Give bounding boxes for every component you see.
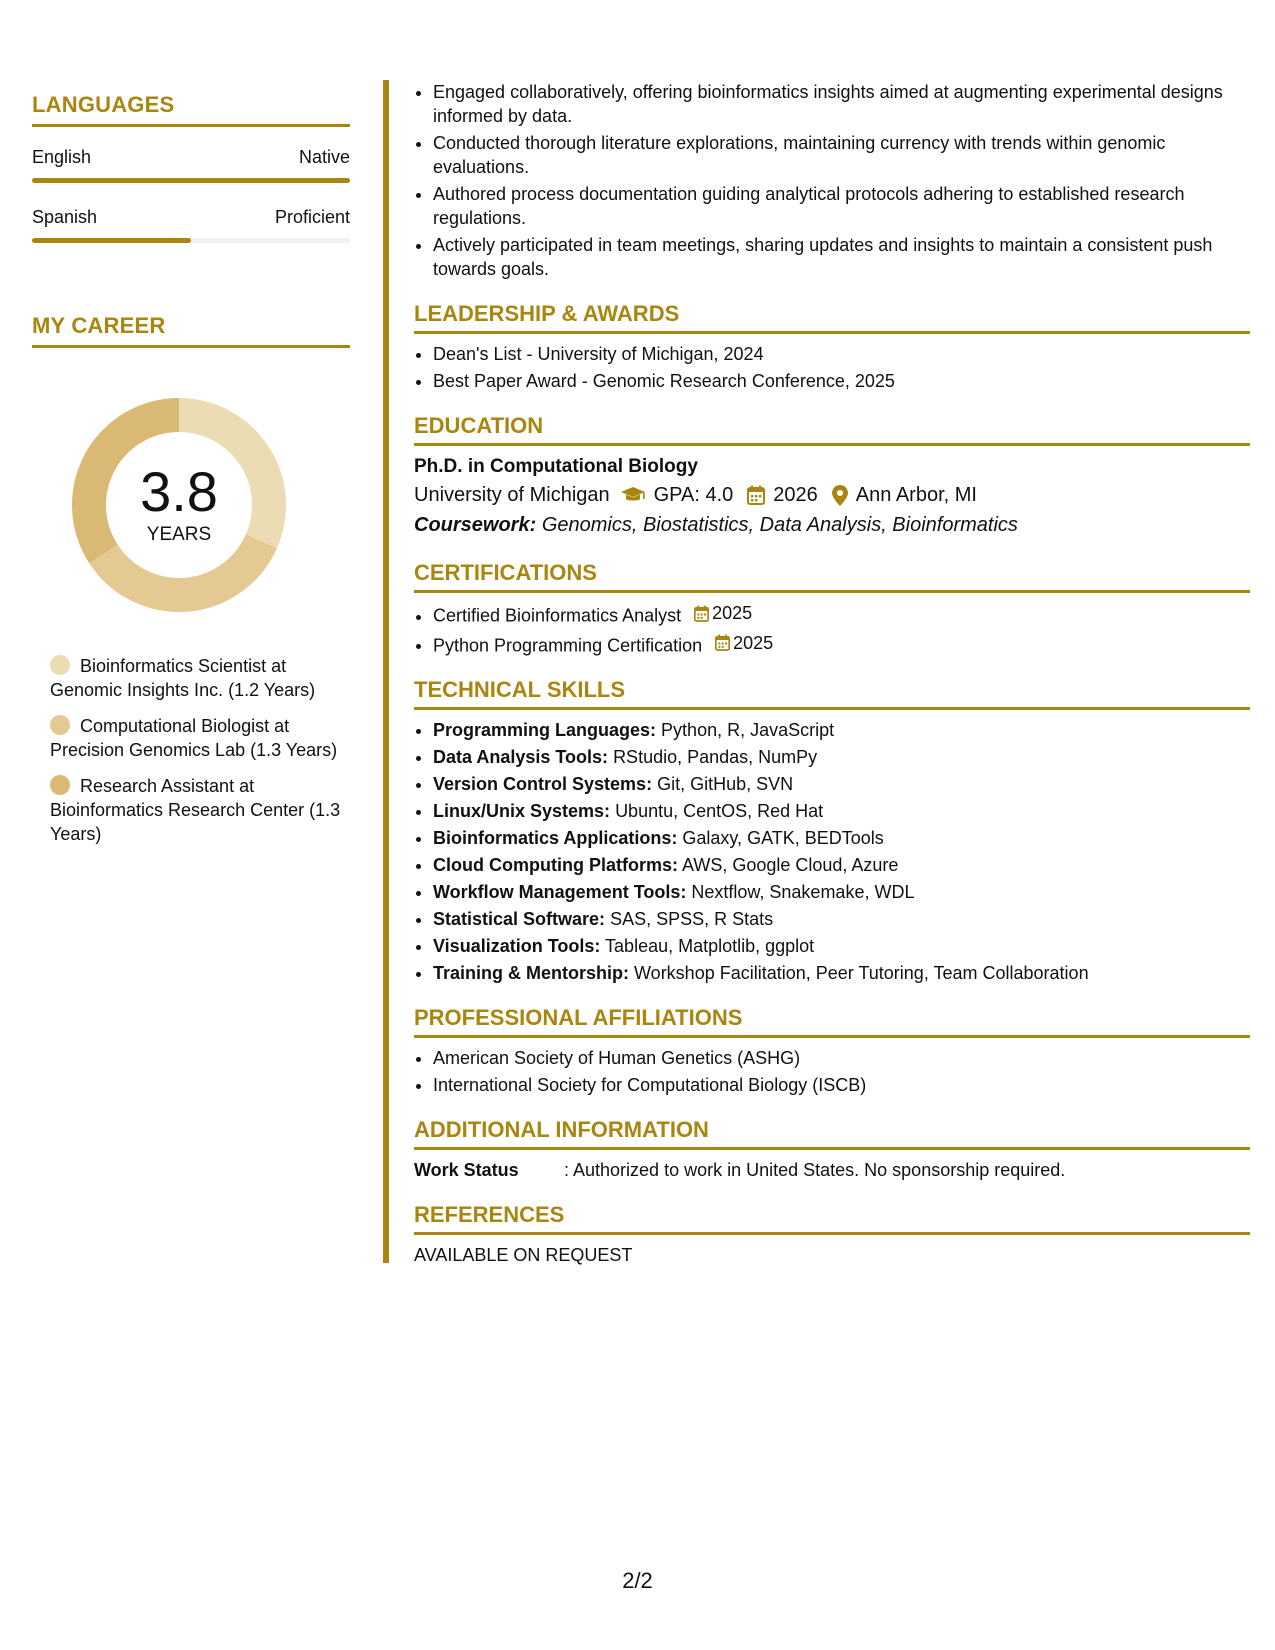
language-proficiency-fill bbox=[32, 238, 191, 243]
legend-dot-icon bbox=[50, 715, 70, 735]
skill-label: Data Analysis Tools: bbox=[433, 747, 609, 767]
map-pin-icon bbox=[832, 485, 848, 506]
work-status-value: : Authorized to work in United States. No sponsorship required. bbox=[564, 1160, 1066, 1180]
skill-value: Nextflow, Snakemake, WDL bbox=[691, 882, 915, 902]
skill-label: Linux/Unix Systems: bbox=[433, 801, 611, 821]
career-legend bbox=[32, 654, 350, 846]
career-legend-label: Bioinformatics Scientist at Genomic Insights Inc. (1.2 Years) bbox=[50, 656, 316, 700]
column-divider bbox=[383, 80, 389, 1263]
list-item: • American Society of Human Genetics (ASHG) bbox=[433, 1046, 1250, 1070]
skills-list bbox=[414, 718, 1250, 985]
legend-dot-icon bbox=[50, 775, 70, 795]
certifications-list bbox=[414, 601, 1250, 657]
affiliations-list bbox=[414, 1046, 1250, 1097]
skill-label: Training & Mentorship: bbox=[433, 963, 629, 983]
list-item bbox=[433, 880, 1250, 904]
coursework-label: Coursework: bbox=[414, 514, 537, 536]
education-title: EDUCATION bbox=[414, 413, 1250, 446]
certification-year: 2025 bbox=[733, 632, 774, 653]
career-total-value: 3.8 bbox=[140, 460, 218, 523]
list-item: • International Society for Computational Biology (ISCB) bbox=[433, 1073, 1250, 1097]
list-item: • Authored process documentation guiding analytical protocols adhering to established research regulations. bbox=[433, 182, 1250, 230]
skill-label: Version Control Systems: bbox=[433, 774, 653, 794]
skill-label: Bioinformatics Applications: bbox=[433, 828, 678, 848]
work-status-row bbox=[414, 1158, 1250, 1182]
career-legend-label: Computational Biologist at Precision Genomics Lab (1.3 Years) bbox=[50, 716, 338, 760]
skill-label: Visualization Tools: bbox=[433, 936, 601, 956]
list-item: • Conducted thorough literature explorations, maintaining currency with trends within genomic evaluations. bbox=[433, 131, 1250, 179]
list-item: • Best Paper Award - Genomic Research Conference, 2025 bbox=[433, 369, 1250, 393]
skills-title: TECHNICAL SKILLS bbox=[414, 677, 1250, 710]
calendar-icon bbox=[747, 485, 765, 505]
references-text: AVAILABLE ON REQUEST bbox=[414, 1245, 633, 1265]
list-item bbox=[433, 826, 1250, 850]
education-degree: Ph.D. in Computational Biology bbox=[414, 456, 698, 477]
left-column bbox=[32, 92, 350, 858]
skill-value: RStudio, Pandas, NumPy bbox=[613, 747, 818, 767]
education-coursework bbox=[414, 510, 1250, 540]
language-level: Native bbox=[298, 147, 350, 167]
list-item bbox=[433, 853, 1250, 877]
list-item bbox=[433, 745, 1250, 769]
page-number: 2/2 bbox=[622, 1568, 653, 1593]
skill-value: Git, GitHub, SVN bbox=[657, 774, 794, 794]
coursework-value: Genomics, Biostatistics, Data Analysis, Bioinformatics bbox=[541, 514, 1018, 536]
affiliations-title: PROFESSIONAL AFFILIATIONS bbox=[414, 1005, 1250, 1038]
legend-dot-icon bbox=[50, 655, 70, 675]
skill-value: Ubuntu, CentOS, Red Hat bbox=[615, 801, 824, 821]
languages-title: LANGUAGES bbox=[32, 92, 350, 127]
list-item: • Engaged collaboratively, offering bioinformatics insights aimed at augmenting experimental designs informed by data. bbox=[433, 80, 1250, 128]
language-proficiency-fill bbox=[32, 178, 350, 183]
leadership-list bbox=[414, 342, 1250, 393]
skill-label: Statistical Software: bbox=[433, 909, 606, 929]
donut-center bbox=[64, 390, 294, 620]
career-donut-chart bbox=[64, 390, 294, 620]
experience-bullets bbox=[414, 80, 1250, 281]
career-title: MY CAREER bbox=[32, 313, 350, 348]
career-legend-item bbox=[50, 654, 350, 702]
list-item bbox=[433, 718, 1250, 742]
skill-value: Galaxy, GATK, BEDTools bbox=[682, 828, 884, 848]
certification-name: Certified Bioinformatics Analyst bbox=[433, 605, 682, 626]
right-column bbox=[414, 80, 1250, 1267]
language-english bbox=[32, 147, 350, 183]
skill-value: Python, R, JavaScript bbox=[661, 720, 835, 740]
skill-label: Cloud Computing Platforms: bbox=[433, 855, 678, 875]
language-name: Spanish bbox=[32, 207, 98, 227]
career-legend-label: Research Assistant at Bioinformatics Research Center (1.3 Years) bbox=[50, 776, 341, 844]
list-item bbox=[433, 601, 1250, 628]
education-gpa: GPA: 4.0 bbox=[653, 484, 734, 506]
language-proficiency-bar bbox=[32, 178, 350, 183]
skill-label: Workflow Management Tools: bbox=[433, 882, 687, 902]
graduation-cap-icon bbox=[620, 486, 646, 504]
language-level: Proficient bbox=[274, 207, 350, 227]
skill-value: Tableau, Matplotlib, ggplot bbox=[605, 936, 815, 956]
skill-value: SAS, SPSS, R Stats bbox=[610, 909, 774, 929]
list-item bbox=[433, 961, 1250, 985]
calendar-icon bbox=[694, 605, 709, 622]
education-details bbox=[414, 480, 1250, 510]
skill-label: Programming Languages: bbox=[433, 720, 657, 740]
career-total-unit: YEARS bbox=[146, 524, 212, 545]
additional-title: ADDITIONAL INFORMATION bbox=[414, 1117, 1250, 1150]
certification-year: 2025 bbox=[712, 603, 753, 623]
language-name: English bbox=[32, 147, 92, 167]
certification-name: Python Programming Certification bbox=[433, 635, 703, 655]
list-item bbox=[433, 934, 1250, 958]
list-item bbox=[433, 907, 1250, 931]
education-year: 2026 bbox=[773, 484, 818, 506]
skill-value: AWS, Google Cloud, Azure bbox=[682, 855, 899, 875]
career-legend-item bbox=[50, 714, 350, 762]
certification-date bbox=[694, 601, 752, 625]
list-item: • Actively participated in team meetings, sharing updates and insights to maintain a consistent push towards goals. bbox=[433, 233, 1250, 281]
references-title: REFERENCES bbox=[414, 1202, 1250, 1235]
education-school: University of Michigan bbox=[414, 484, 610, 506]
leadership-title: LEADERSHIP & AWARDS bbox=[414, 301, 1250, 334]
list-item: • Dean's List - University of Michigan, 2024 bbox=[433, 342, 1250, 366]
list-item bbox=[433, 799, 1250, 823]
education-location: Ann Arbor, MI bbox=[855, 484, 977, 506]
career-legend-item bbox=[50, 774, 350, 846]
skill-value: Workshop Facilitation, Peer Tutoring, Team Collaboration bbox=[634, 963, 1089, 983]
work-status-label: Work Status bbox=[414, 1160, 519, 1180]
list-item bbox=[433, 631, 1250, 658]
language-proficiency-bar bbox=[32, 238, 350, 243]
certifications-title: CERTIFICATIONS bbox=[414, 560, 1250, 593]
certification-date bbox=[715, 631, 773, 655]
language-spanish bbox=[32, 207, 350, 243]
calendar-icon bbox=[715, 634, 730, 651]
list-item bbox=[433, 772, 1250, 796]
